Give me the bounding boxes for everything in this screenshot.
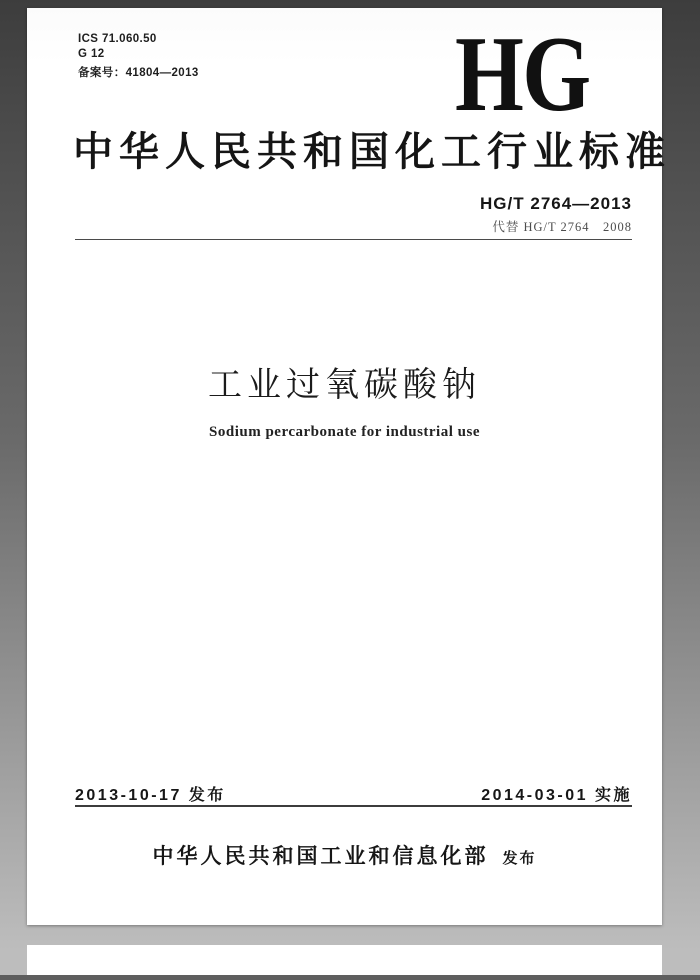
category-heading: 中华人民共和国化工行业标准: [73, 129, 671, 174]
header-rule: [75, 239, 632, 240]
record-number: 备案号：41804—2013: [78, 67, 199, 79]
scan-bottom-edge: [0, 975, 700, 980]
standard-number: HG/T 2764—2013: [480, 194, 632, 213]
implementation-date: 2014-03-01 实施: [481, 787, 632, 804]
standard-cover-page: [27, 8, 671, 925]
issue-date: 2013-10-17 发布: [75, 787, 226, 804]
ics-code: ICS 71.060.50: [78, 33, 157, 45]
replaces-note: 代替 HG/T 2764 2008: [492, 220, 632, 234]
standard-number-block: [480, 194, 632, 235]
footer-rule: [75, 805, 632, 807]
publisher-row: [27, 840, 662, 870]
doc-class-code: G 12: [78, 48, 105, 60]
hg-logo: HG: [455, 15, 590, 134]
publisher-suffix: 发布: [502, 851, 537, 867]
classification-codes: [78, 32, 199, 81]
publisher-name: 中华人民共和国工业和信息化部: [152, 844, 489, 868]
document-title-chinese: 工业过氧碳酸钠: [208, 367, 481, 404]
document-title-english: Sodium percarbonate for industrial use: [209, 424, 480, 440]
next-page-edge: [27, 945, 662, 976]
dates-row: [75, 782, 632, 805]
